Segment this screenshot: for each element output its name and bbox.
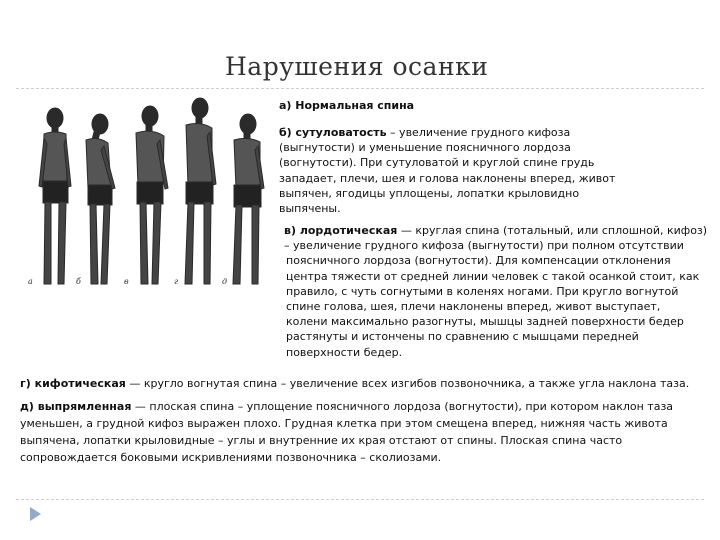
next-slide-arrow-icon[interactable] xyxy=(30,507,41,521)
section-b-text-0: – увеличение грудного кифоза xyxy=(386,126,571,139)
section-v-line-1: – увеличение грудного кифоза (выгнутости) при полном отсутствии xyxy=(284,239,684,253)
section-b-line-2: (вогнутости). При сутуловатой и круглой спине грудь xyxy=(279,156,595,170)
section-v-line-4: правило, с чуть согнутыми в коленях ногами. При кругло вогнутой xyxy=(286,284,679,298)
section-v-round-back xyxy=(284,223,707,360)
section-v-line-2: поясничного лордоза (вогнутости). Для компенсации отклонения xyxy=(286,254,671,268)
section-b-line-4: выпячен, ягодицы уплощены, лопатки крыловидно xyxy=(279,186,580,200)
section-d-line-3: сопровождается боковыми искривлениями позвоночника – сколиозами. xyxy=(20,451,442,464)
section-d-text-0: — плоская спина – уплощение поясничного лордоза (вогнутости), при котором наклон таза xyxy=(131,400,674,413)
section-v-line-5: спине голова, шея, плечи наклонены вперед, живот выступает, xyxy=(286,300,661,314)
figure-d-flat-back xyxy=(233,114,264,284)
section-g-head: г) кифотическая xyxy=(20,377,126,390)
section-v-text-0: — круглая спина (тотальный, или сплошной, кифоз) xyxy=(397,224,708,237)
figure-label-b: б xyxy=(76,277,81,286)
section-d-line-1: уменьшен, а грудной кифоз выражен плохо. Грудная клетка при этом смещена вперед, нижняя часть живота xyxy=(20,417,668,430)
section-g-kyphotic xyxy=(20,376,689,391)
section-a-head: а) Нормальная спина xyxy=(279,99,415,112)
section-d-line-0 xyxy=(20,398,673,415)
section-b-line-0 xyxy=(279,125,615,140)
section-v-line-0 xyxy=(284,223,707,238)
section-d-line-2: выпячена, лопатки крыловидные – углы и внутренние их края отстают от спины. Плоская спина часто xyxy=(20,434,623,447)
section-v-line-8: поверхности бедер. xyxy=(286,345,403,359)
section-a-normal xyxy=(279,98,414,113)
footer-divider xyxy=(16,499,704,500)
section-d-flat-back xyxy=(20,398,673,466)
section-b-line-1: (выгнутости) и уменьшение поясничного лордоза xyxy=(279,141,571,155)
section-d-head: д) выпрямленная xyxy=(20,400,132,413)
section-b-stooped xyxy=(279,125,615,216)
figure-label-a: а xyxy=(28,277,33,286)
section-b-head: б) сутуловатость xyxy=(279,126,387,139)
section-g-text: — кругло вогнутая спина – увеличение всех изгибов позвоночника, а также угла наклона таза. xyxy=(125,377,690,390)
figure-g-kyphotic xyxy=(185,98,216,284)
figure-a-normal xyxy=(39,108,71,284)
section-v-line-6: колени максимально разогнуты, мышцы задней поверхности бедер xyxy=(286,315,684,329)
figure-label-g: г xyxy=(174,277,179,286)
section-b-line-3: западает, плечи, шея и голова наклонены вперед, живот xyxy=(279,171,616,185)
section-v-line-3: центра тяжести от средней линии человек с такой осанкой стоит, как xyxy=(286,269,700,283)
figure-label-d: д xyxy=(222,277,228,286)
section-v-line-7: растянуты и истончены по сравнению с мышцами передней xyxy=(286,330,639,344)
section-v-head: в) лордотическая xyxy=(284,224,398,237)
figure-label-v: в xyxy=(124,277,129,286)
page-title: Нарушения осанки xyxy=(225,52,489,81)
posture-figures-illustration xyxy=(20,88,275,298)
figure-b-stooped xyxy=(86,114,115,284)
figure-v-round-back xyxy=(136,106,168,284)
section-b-line-5: выпячены. xyxy=(279,202,341,216)
